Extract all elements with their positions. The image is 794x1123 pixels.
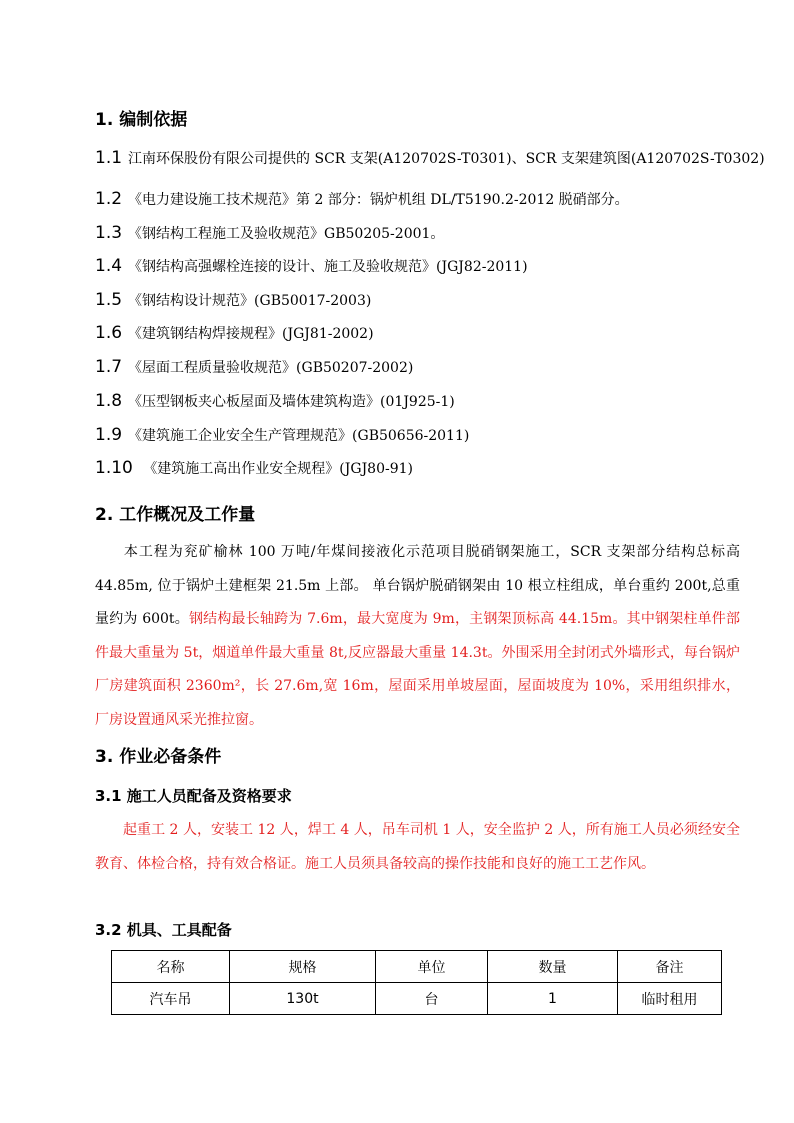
reference-text: 《钢结构工程施工及验收规范》GB50205-2001。 bbox=[128, 226, 445, 242]
reference-number: 1.2 bbox=[95, 189, 123, 209]
column-header-unit: 单位 bbox=[376, 951, 488, 983]
reference-item-1-3 bbox=[95, 222, 444, 244]
reference-item-1-2 bbox=[95, 188, 629, 210]
reference-number: 1.9 bbox=[95, 425, 123, 445]
reference-number: 1.6 bbox=[95, 323, 123, 343]
reference-number: 1.10 bbox=[95, 458, 133, 478]
column-header-quantity: 数量 bbox=[488, 951, 618, 983]
table-cell-unit: 台 bbox=[376, 983, 488, 1015]
reference-text: 《钢结构高强螺栓连接的设计、施工及验收规范》(JGJ82-2011) bbox=[128, 259, 528, 275]
section-1-heading: 1. 编制依据 bbox=[95, 110, 188, 130]
table-cell-name: 汽车吊 bbox=[112, 983, 230, 1015]
reference-item-1-8 bbox=[95, 390, 455, 412]
reference-text: 《建筑施工高出作业安全规程》(JGJ80-91) bbox=[138, 461, 414, 477]
column-header-spec: 规格 bbox=[230, 951, 376, 983]
reference-number: 1.8 bbox=[95, 391, 123, 411]
reference-number: 1.4 bbox=[95, 256, 123, 276]
reference-number: 1.7 bbox=[95, 357, 123, 377]
personnel-text: 起重工 2 人，安装工 12 人，焊工 4 人，吊车司机 1 人，安全监护 2 人，所有施工人员必须经安全教育、体检合格，持有效合格证。施工人员须具备较高的操作技能和良好的施工工艺作风。 bbox=[95, 822, 740, 872]
table-cell-quantity: 1 bbox=[488, 983, 618, 1015]
reference-text: 《压型钢板夹心板屋面及墙体建筑构造》(01J925-1) bbox=[128, 394, 455, 410]
section-3-1-heading: 3.1 施工人员配备及资格要求 bbox=[95, 787, 292, 805]
reference-number: 1.3 bbox=[95, 223, 123, 243]
table-row bbox=[112, 983, 722, 1015]
reference-text: 《钢结构设计规范》(GB50017-2003) bbox=[128, 293, 372, 309]
reference-item-1-1 bbox=[95, 147, 765, 169]
equipment-table bbox=[111, 950, 722, 1015]
table-cell-remark: 临时租用 bbox=[618, 983, 722, 1015]
reference-text: 《建筑施工企业安全生产管理规范》(GB50656-2011) bbox=[128, 428, 470, 444]
work-overview-paragraph bbox=[95, 536, 740, 737]
reference-number: 1.1 bbox=[95, 148, 123, 168]
work-overview-text: 本工程为兖矿榆林 100 万吨/年煤间接液化示范项目脱硝钢架施工，SCR 支架部分结构总标高 44.85m, 位于锅炉土建框架 21.5m 上部。 单台锅炉脱硝钢架由 10 根立柱组成，单台重约 200t,总重量约为 600t。 bbox=[95, 544, 740, 627]
personnel-paragraph bbox=[95, 814, 740, 881]
section-2-heading: 2. 工作概况及工作量 bbox=[95, 505, 256, 525]
section-3-2-heading: 3.2 机具、工具配备 bbox=[95, 921, 232, 939]
reference-text: 《建筑钢结构焊接规程》(JGJ81-2002) bbox=[128, 326, 374, 342]
reference-item-1-10 bbox=[95, 457, 413, 479]
reference-text: 《电力建设施工技术规范》第 2 部分：锅炉机组 DL/T5190.2-2012 脱硝部分。 bbox=[128, 192, 629, 208]
reference-number: 1.5 bbox=[95, 290, 123, 310]
reference-text: 《屋面工程质量验收规范》(GB50207-2002) bbox=[128, 360, 414, 376]
reference-item-1-6 bbox=[95, 322, 374, 344]
reference-item-1-4 bbox=[95, 255, 528, 277]
table-cell-spec: 130t bbox=[230, 983, 376, 1015]
reference-item-1-9 bbox=[95, 424, 469, 446]
reference-item-1-5 bbox=[95, 289, 371, 311]
reference-text: 江南环保股份有限公司提供的 SCR 支架(A120702S-T0301)、SCR 支架建筑图(A120702S-T0302) bbox=[128, 151, 765, 167]
reference-item-1-7 bbox=[95, 356, 413, 378]
section-3-heading: 3. 作业必备条件 bbox=[95, 747, 222, 767]
work-overview-highlight-text: 钢结构最长轴跨为 7.6m，最大宽度为 9m，主钢架顶标高 44.15m。其中钢架柱单件部件最大重量为 5t，烟道单件最大重量 8t,反应器最大重量 14.3t。外围采用全封闭式外墙形式，每台锅炉厂房建筑面积 2360m²，长 27.6m,宽 16m，屋面采用单坡屋面，屋面坡度为 10%，采用组织排水，厂房设置通风采光推拉窗。 bbox=[95, 611, 740, 728]
table-header-row bbox=[112, 951, 722, 983]
column-header-name: 名称 bbox=[112, 951, 230, 983]
column-header-remark: 备注 bbox=[618, 951, 722, 983]
